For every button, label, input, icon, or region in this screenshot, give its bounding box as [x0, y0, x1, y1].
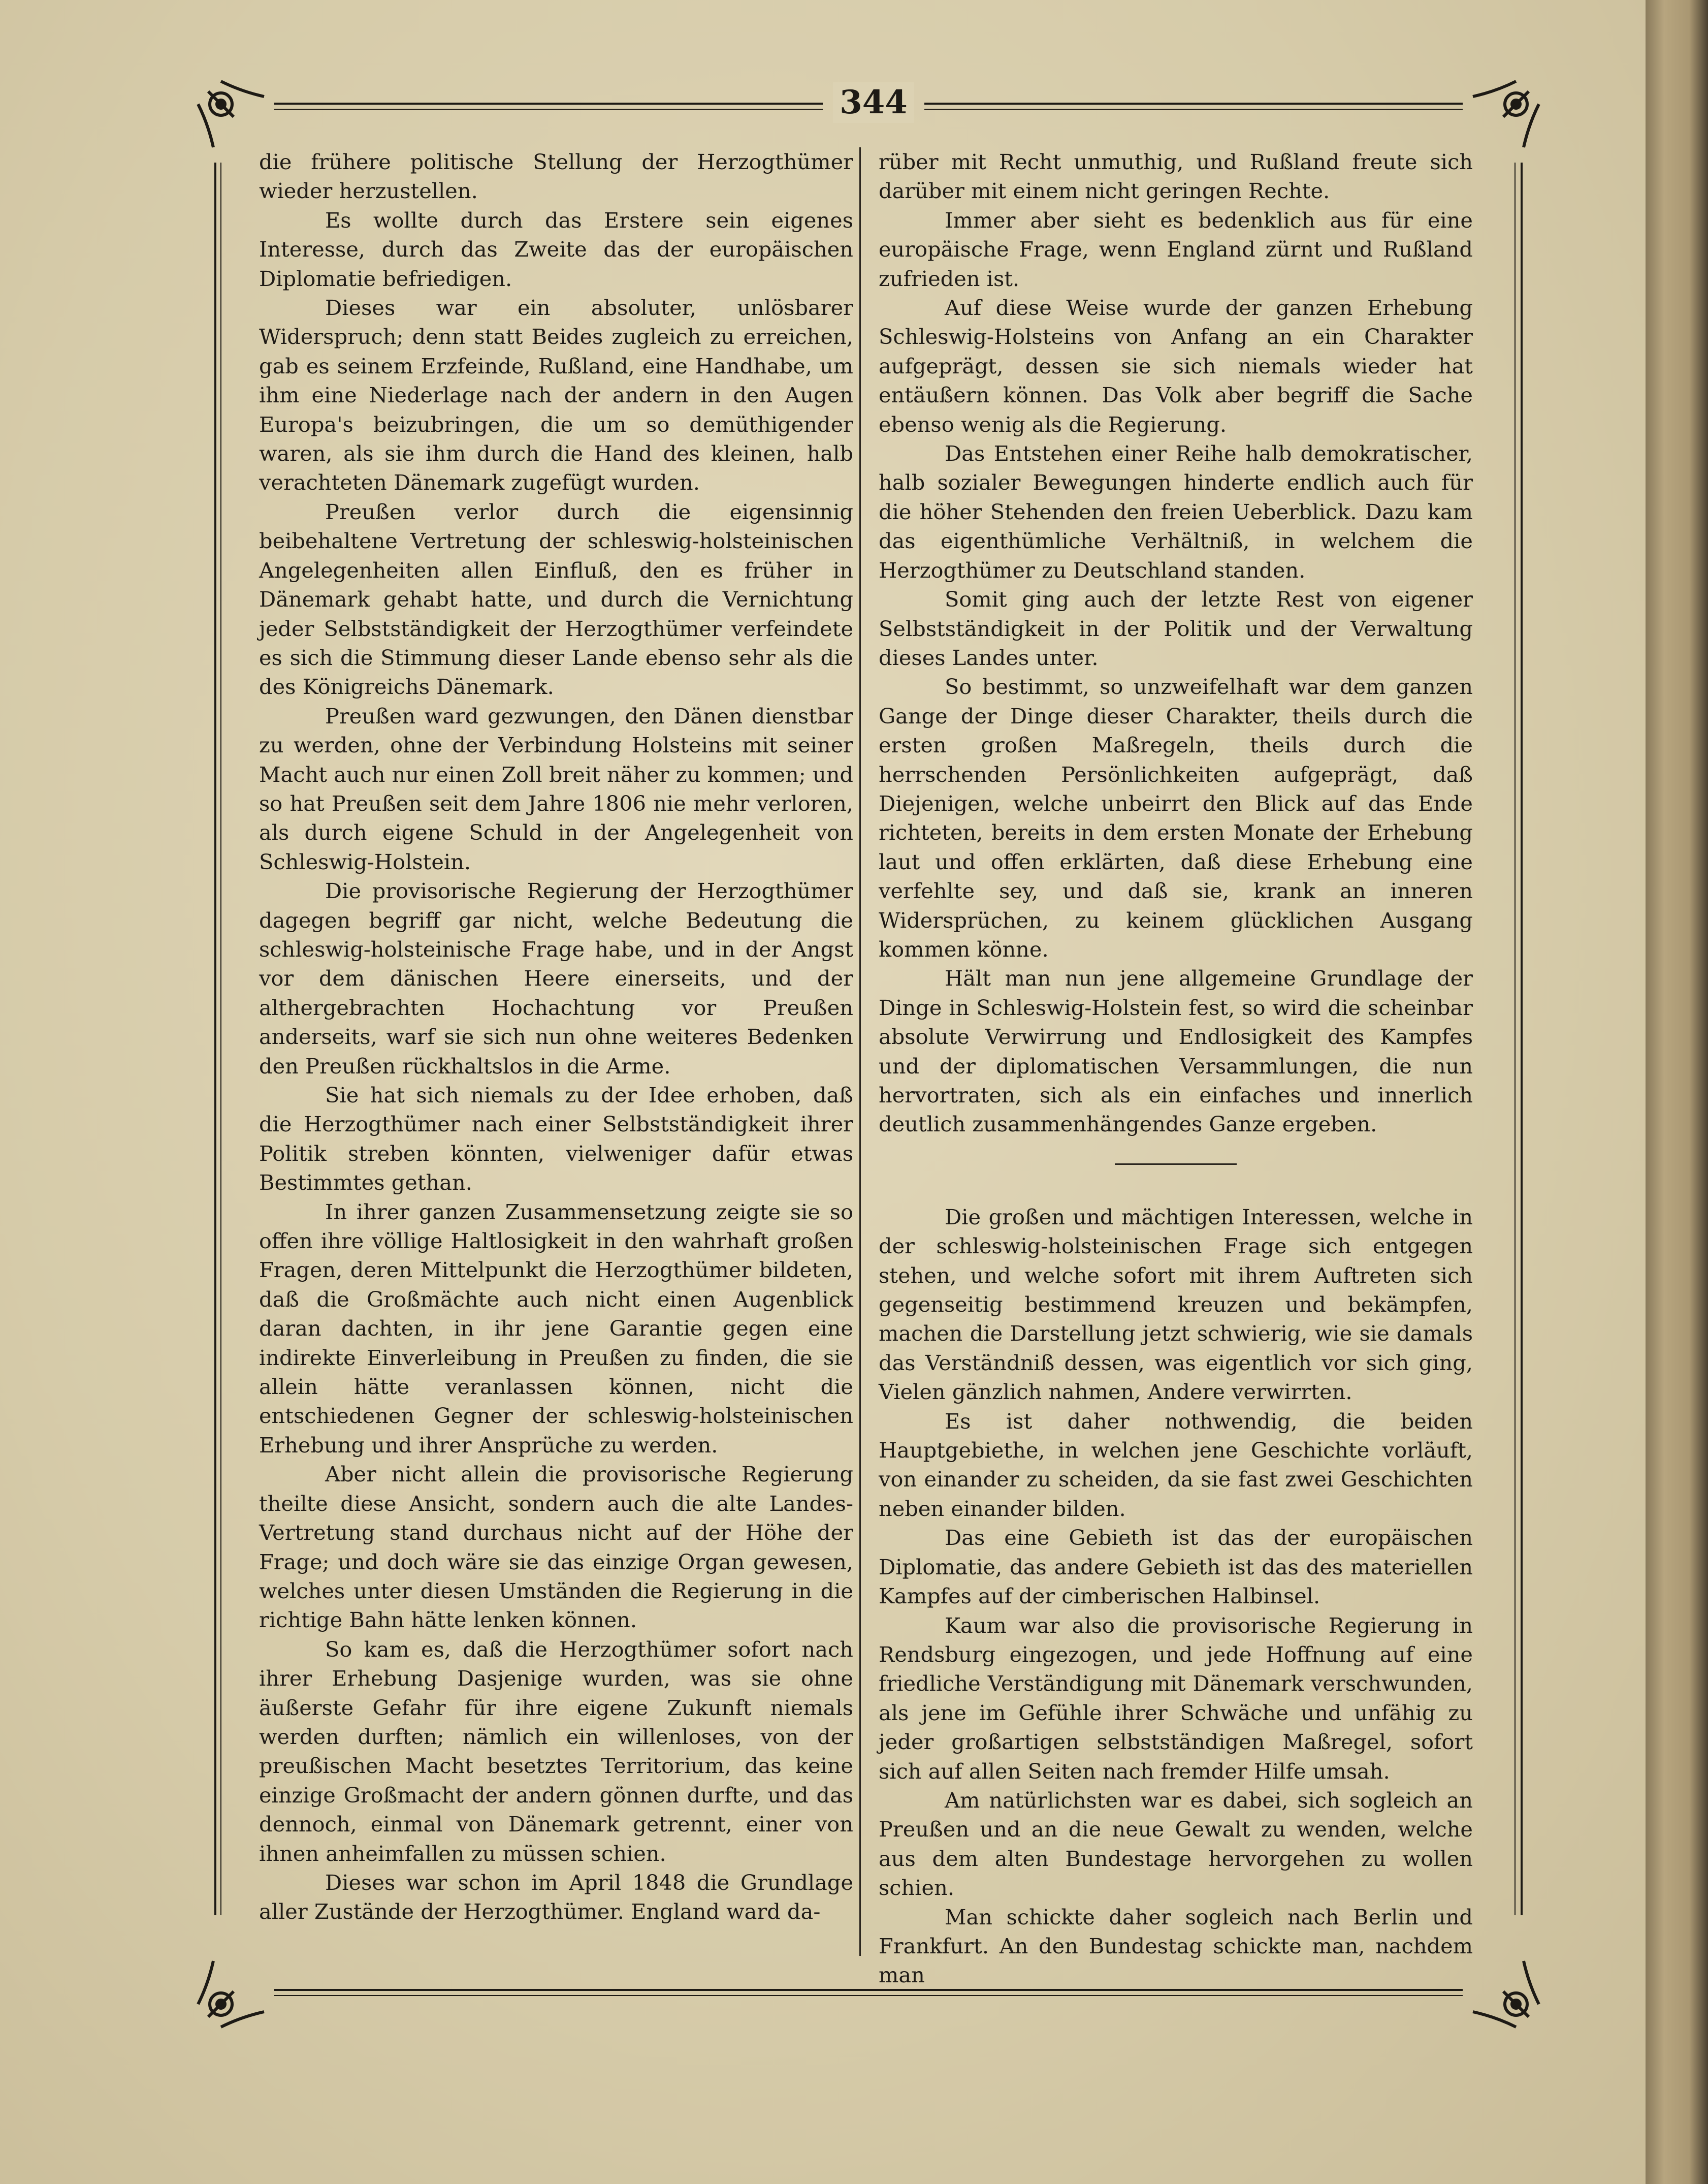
paragraph: Preußen ward gezwungen, den Dänen dienstbar zu werden, ohne der Verbindung Holsteins mit seiner Macht auch nur einen Zoll breit näher zu kommen; und so hat Preußen seit dem Jahre 1806 nie mehr verloren, als durch eigene Schuld in der Angelegenheit von Schleswig-Holstein. [259, 703, 853, 874]
paragraph: Die großen und mächtigen Interessen, welche in der schleswig-holsteinischen Frage sich entgegen stehen, und welche sofort mit ihrem Auftreten sich gegenseitig bestimmend kreuzen und bekämpfen, machen die Darstellung jetzt schwierig, wie sie damals das Verständniß dessen, was eigentlich vor sich ging, Vielen gänzlich nahmen, Andere verwirrten. [879, 1204, 1473, 1405]
paragraph: Hält man nun jene allgemeine Grundlage der Dinge in Schleswig-Holstein fest, so wird die scheinbar absolute Verwirrung und Endlosigkeit des Kampfes und der diplomatischen Versammlungen, die nun hervortraten, sich als ein einfaches und innerlich deutlich zusammenhängendes Ganze ergeben. [879, 966, 1473, 1137]
top-rule-right-outer [924, 103, 1463, 105]
left-column [259, 147, 853, 1926]
paragraph: Sie hat sich niemals zu der Idee erhoben, daß die Herzogthümer nach einer Selbstständigkeit ihrer Politik streben könnten, vielweniger dafür etwas Bestimmtes gethan. [259, 1083, 853, 1195]
paragraph: Kaum war also die provisorische Regierung in Rendsburg eingezogen, und jede Hoffnung auf eine friedliche Verständigung mit Dänemark verschwunden, als jene im Gefühle ihrer Schwäche und unfähig zu jeder großartigen selbstständigen Maßregel, sofort sich auf allen Seiten nach fremder Hilfe umsah. [879, 1612, 1473, 1784]
top-rule-left-outer [274, 103, 823, 105]
corner-ornament-icon [193, 76, 269, 152]
bottom-rule-inner [274, 1995, 1463, 1996]
left-rule-outer [214, 163, 216, 1915]
paragraph: Dieses war ein absoluter, unlösbarer Widerspruch; denn statt Beides zugleich zu erreichen, gab es seinem Erzfeinde, Rußland, eine Handhabe, um ihm eine Niederlage nach der andern in den Augen Europa's beizubringen, die um so demüthigender waren, als sie ihm durch die Hand des kleinen, halb verachteten Dänemark zugefügt wurden. [259, 295, 853, 495]
paragraph: Es ist daher nothwendig, die beiden Hauptgebiethe, in welchen jene Geschichte vorläuft, von einander zu scheiden, da sie fast zwei Geschichten neben einander bilden. [879, 1408, 1473, 1521]
corner-ornament-icon [193, 1956, 269, 2032]
paragraph: rüber mit Recht unmuthig, und Rußland freute sich darüber mit einem nicht geringen Rechte. [879, 149, 1473, 204]
page-number: 344 [833, 82, 914, 123]
paragraph: Preußen verlor durch die eigensinnig beibehaltene Vertretung der schleswig-holsteinischen Angelegenheiten allen Einfluß, den es früher in Dänemark gehabt hatte, und durch die Vernichtung jeder Selbstständigkeit der Herzogthümer verfeindete es sich die Stimmung dieser Lande ebenso sehr als die des Königreichs Dänemark. [259, 499, 853, 700]
corner-ornament-icon [1468, 1956, 1544, 2032]
paragraph: Es wollte durch das Erstere sein eigenes Interesse, durch das Zweite das der europäischen Diplomatie befriedigen. [259, 207, 853, 291]
paragraph: Die provisorische Regierung der Herzogthümer dagegen begriff gar nicht, welche Bedeutung die schleswig-holsteinische Frage habe, und in der Angst vor dem dänischen Heere einerseits, und der althergebrachten Hochachtung vor Preußen anderseits, warf sie sich nun ohne weiteres Bedenken den Preußen rückhaltslos in die Arme. [259, 878, 853, 1079]
corner-ornament-icon [1468, 76, 1544, 152]
right-rule-inner [1514, 163, 1516, 1915]
paragraph: So bestimmt, so unzweifelhaft war dem ganzen Gange der Dinge dieser Charakter, theils durch die ersten großen Maßregeln, theils durch die herrschenden Persönlichkeiten aufgeprägt, daß Diejenigen, welche unbeirrt den Blick auf das Ende richteten, bereits in dem ersten Monate der Erhebung laut und offen erklärten, daß diese Erhebung eine verfehlte sey, und daß sie, krank an inneren Widersprüchen, zu keinem glücklichen Ausgang kommen könne. [879, 674, 1473, 962]
column-separator [859, 147, 861, 1956]
paragraph: die frühere politische Stellung der Herzogthümer wieder herzustellen. [259, 149, 853, 204]
paragraph: Das eine Gebieth ist das der europäischen Diplomatie, das andere Gebieth ist das des materiellen Kampfes auf der cimberischen Halbinsel. [879, 1525, 1473, 1609]
left-rule-inner [220, 163, 221, 1915]
paragraph: Immer aber sieht es bedenklich aus für eine europäische Frage, wenn England zürnt und Rußland zufrieden ist. [879, 207, 1473, 291]
ornamental-frame [198, 83, 1539, 2022]
paragraph: Somit ging auch der letzte Rest von eigener Selbstständigkeit in der Politik und der Verwaltung dieses Landes unter. [879, 587, 1473, 670]
paragraph: Aber nicht allein die provisorische Regierung theilte diese Ansicht, sondern auch die alte Landes-Vertretung stand durchaus nicht auf der Höhe der Frage; und doch wäre sie das einzige Organ gewesen, welches unter diesen Umständen die Regierung in die richtige Bahn hätte lenken können. [259, 1462, 853, 1633]
paragraph: So kam es, daß die Herzogthümer sofort nach ihrer Erhebung Dasjenige wurden, was sie ohne äußerste Gefahr für ihre eigene Zukunft niemals werden durften; nämlich ein willenloses, von der preußischen Macht besetztes Territorium, das keine einzige Großmacht der andern gönnen durfte, und das dennoch, einmal von Dänemark getrennt, einer von ihnen anheimfallen zu müssen schien. [259, 1636, 853, 1866]
top-rule-right-inner [924, 109, 1463, 110]
right-rule-outer [1521, 163, 1523, 1915]
right-column-top-section [879, 147, 1473, 1139]
paragraph: In ihrer ganzen Zusammensetzung zeigte sie so offen ihre völlige Haltlosigkeit in den wahrhaft großen Fragen, deren Mittelpunkt die Herzogthümer bildeten, daß die Großmächte auch nicht einen Augenblick daran dachten, in ihr jene Garantie gegen eine indirekte Einverleibung in Preußen zu finden, die sie allein hätte veranlassen können, nicht die entschiedenen Gegner der schleswig-holsteinischen Erhebung und ihrer Ansprüche zu werden. [259, 1199, 853, 1458]
paragraph: Dieses war schon im April 1848 die Grundlage aller Zustände der Herzogthümer. England ward da- [259, 1870, 853, 1924]
next-page-edge [1646, 0, 1708, 2184]
right-column-bottom-section [879, 1202, 1473, 1990]
paragraph: Man schickte daher sogleich nach Berlin und Frankfurt. An den Bundestag schickte man, nachdem man [879, 1904, 1473, 1988]
top-rule-left-inner [274, 109, 823, 110]
paragraph: Das Entstehen einer Reihe halb demokratischer, halb sozialer Bewegungen hinderte endlich auch für die höher Stehenden den freien Ueberblick. Dazu kam das eigenthümliche Verhältniß, in welchem die Herzogthümer zu Deutschland standen. [879, 441, 1473, 583]
section-separator-rule [1115, 1163, 1237, 1165]
paragraph: Auf diese Weise wurde der ganzen Erhebung Schleswig-Holsteins von Anfang an ein Charakter aufgeprägt, dessen sie sich niemals wieder hat entäußern können. Das Volk aber begriff die Sache ebenso wenig als die Regierung. [879, 295, 1473, 437]
right-column [879, 147, 1473, 1990]
paragraph: Am natürlichsten war es dabei, sich sogleich an Preußen und an die neue Gewalt zu wenden, welche aus dem alten Bundestage hervorgehen zu wollen schien. [879, 1787, 1473, 1901]
